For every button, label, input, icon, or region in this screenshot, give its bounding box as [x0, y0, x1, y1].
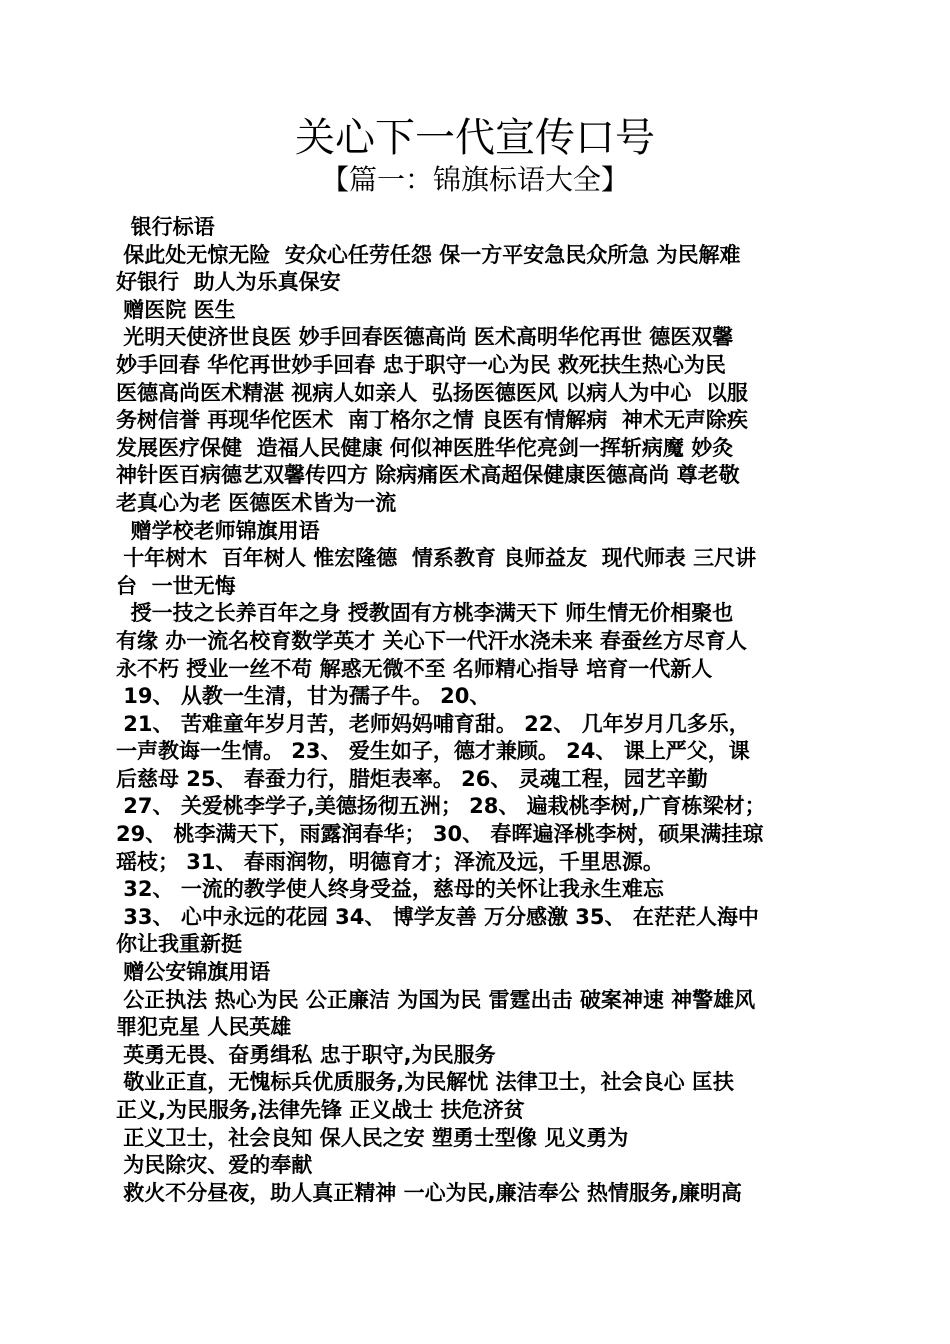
text-line: 台 一世无悔 — [116, 573, 236, 598]
text-line: 32、 一流的教学使人终身受益，慈母的关怀让我永生难忘 — [116, 877, 664, 902]
text-line: 19、 从教一生清，甘为孺子牛。 20、 — [116, 684, 491, 709]
section-heading: 【篇一：锦旗标语大全】 — [320, 163, 629, 196]
text-line: 29、 桃李满天下，雨露润春华； 30、 春晖遍泽桃李树，硕果满挂琼 — [116, 822, 764, 847]
text-line: 授一技之长养百年之身 授教固有方桃李满天下 师生情无价相聚也 — [116, 601, 734, 626]
text-line: 27、 关爱桃李学子,美德扬彻五洲； 28、 遍栽桃李树,广育栋梁材； — [116, 794, 766, 819]
text-line: 救火不分昼夜，助人真正精神 一心为民,廉洁奉公 热情服务,廉明高 — [116, 1180, 742, 1205]
text-line: 医德高尚医术精湛 视病人如亲人 弘扬医德医风 以病人为中心 以服 — [116, 380, 748, 405]
text-line: 你让我重新挺 — [116, 932, 242, 957]
text-line: 好银行 助人为乐真保安 — [116, 270, 341, 295]
text-line: 英勇无畏、奋勇缉私 忠于职守,为民服务 — [116, 1042, 496, 1067]
text-line: 光明天使济世良医 妙手回春医德高尚 医术高明华佗再世 德医双馨 — [116, 325, 734, 350]
text-line: 神针医百病德艺双馨传四方 除病痛医术高超保健康医德高尚 尊老敬 — [116, 463, 740, 488]
body-text — [116, 214, 836, 1207]
text-line: 妙手回春 华佗再世妙手回春 忠于职守一心为民 救死扶生热心为民 — [116, 352, 726, 377]
text-line: 罪犯克星 人民英雄 — [116, 1015, 292, 1040]
text-line: 21、 苦难童年岁月苦，老师妈妈哺育甜。 22、 几年岁月几多乐， — [116, 711, 750, 736]
text-line: 瑶枝； 31、 春雨润物，明德育才；泽流及远，千里思源。 — [116, 849, 664, 874]
text-line: 务树信誉 再现华佗医术 南丁格尔之情 良医有情解病 神术无声除疾 — [116, 408, 748, 433]
text-line: 33、 心中永远的花园 34、 博学友善 万分感激 35、 在茫茫人海中 — [116, 904, 759, 929]
text-line: 保此处无惊无险 安众心任劳任怨 保一方平安急民众所急 为民解难 — [116, 242, 741, 267]
text-line: 赠公安锦旗用语 — [116, 960, 271, 985]
text-line: 永不朽 授业一丝不苟 解惑无微不至 名师精心指导 培育一代新人 — [116, 656, 713, 681]
page-title: 关心下一代宣传口号 — [295, 115, 655, 161]
text-line: 老真心为老 医德医术皆为一流 — [116, 490, 397, 515]
text-line: 公正执法 热心为民 公正廉洁 为国为民 雷霆出击 破案神速 神警雄风 — [116, 987, 756, 1012]
text-line: 敬业正直，无愧标兵优质服务,为民解忧 法律卫士，社会良心 匡扶 — [116, 1070, 734, 1095]
text-line: 发展医疗保健 造福人民健康 何似神医胜华佗亮剑一挥斩病魔 妙灸 — [116, 435, 734, 460]
text-line: 为民除灾、爱的奉献 — [116, 1153, 313, 1178]
text-line: 有缘 办一流名校育数学英才 关心下一代汗水浇未来 春蚕丝方尽育人 — [116, 628, 747, 653]
text-line: 正义,为民服务,法律先锋 正义战士 扶危济贫 — [116, 1098, 525, 1122]
text-line: 十年树木 百年树人 惟宏隆德 情系教育 良师益友 现代师表 三尺讲 — [116, 546, 757, 571]
text-line: 赠医院 医生 — [116, 297, 236, 322]
text-line: 正义卫士，社会良知 保人民之安 塑勇士型像 见义勇为 — [116, 1125, 629, 1150]
text-line: 银行标语 — [116, 215, 215, 239]
text-line: 一声教诲一生情。 23、 爱生如子，德才兼顾。 24、 课上严父，课 — [116, 739, 750, 764]
text-line: 后慈母 25、 春蚕力行，腊炬表率。 26、 灵魂工程，园艺辛勤 — [116, 766, 708, 791]
text-line: 赠学校老师锦旗用语 — [116, 518, 320, 543]
